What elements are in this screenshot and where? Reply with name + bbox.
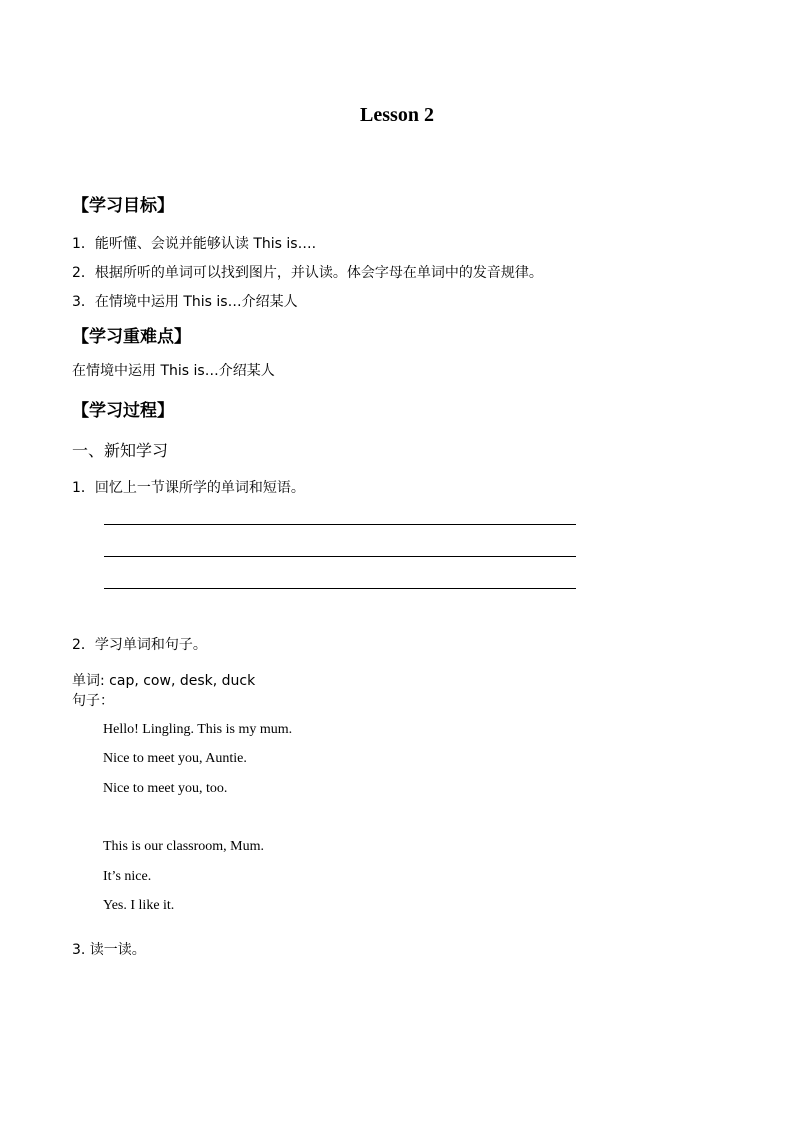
- vocabulary-words: 单词: cap, cow, desk, duck: [72, 673, 256, 689]
- step-3-text: 3. 读一读。: [72, 942, 146, 958]
- step-2-text: 2．学习单词和句子。: [72, 637, 207, 653]
- goal-item-2: 2．根据所听的单词可以找到图片，并认读。体会字母在单词中的发音规律。: [72, 265, 543, 281]
- goal-item-3: 3．在情境中运用 This is…介绍某人: [72, 294, 298, 310]
- answer-line-3[interactable]: [104, 588, 576, 589]
- dialog-line-4: This is our classroom, Mum.: [103, 839, 264, 854]
- dialog-line-5: It’s nice.: [103, 869, 152, 884]
- answer-line-1[interactable]: [104, 524, 576, 525]
- dialog-line-6: Yes. I like it.: [103, 898, 175, 913]
- answer-line-2[interactable]: [104, 556, 576, 557]
- key-points-text: 在情境中运用 This is…介绍某人: [72, 363, 275, 379]
- goal-item-1: 1．能听懂、会说并能够认读 This is….: [72, 236, 317, 252]
- process-heading: 【学习过程】: [72, 401, 174, 421]
- dialog-line-3: Nice to meet you, too.: [103, 781, 228, 796]
- sentences-label: 句子：: [72, 693, 114, 709]
- goals-heading: 【学习目标】: [72, 196, 174, 216]
- page-title: Lesson 2: [360, 104, 434, 126]
- dialog-line-2: Nice to meet you, Auntie.: [103, 751, 247, 766]
- key-points-heading: 【学习重难点】: [72, 327, 191, 347]
- section-new-knowledge: 一、新知学习: [72, 441, 169, 460]
- dialog-line-1: Hello! Lingling. This is my mum.: [103, 722, 293, 737]
- step-1-text: 1．回忆上一节课所学的单词和短语。: [72, 480, 305, 496]
